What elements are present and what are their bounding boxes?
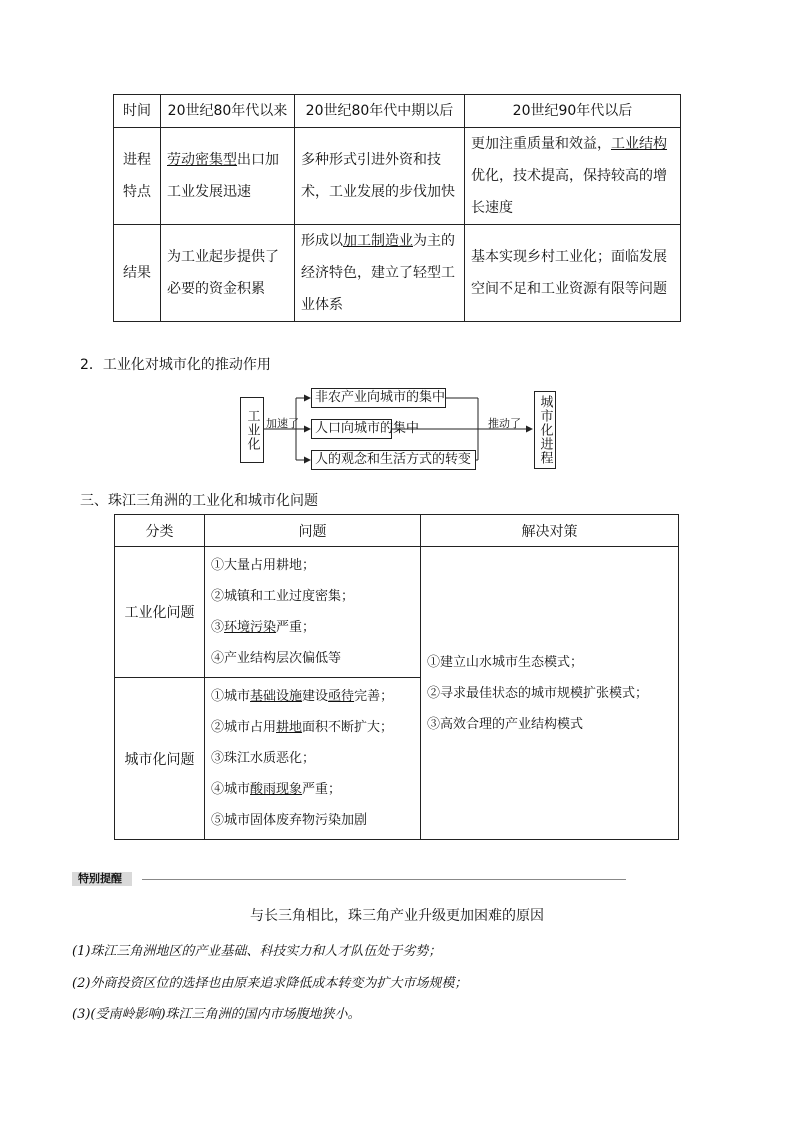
cell-features-1980s: 劳动密集型出口加工业发展迅速 [161,128,295,225]
industrial-problem-list [205,547,421,678]
row-label-results: 结果 [114,225,161,322]
header-problems: 问题 [205,515,421,547]
industrialization-box: 工业化 [240,397,264,463]
list-item: ①建立山水城市生态模式； [427,654,584,670]
tip-tag: 特别提醒 [72,872,132,886]
flow-diagram [238,385,558,470]
header-solutions: 解决对策 [421,515,679,547]
underlined-term: 工业结构 [611,136,667,152]
table-header-row [114,95,681,128]
header-1990s: 20世纪90年代以后 [465,95,681,128]
section-heading: 2．工业化对城市化的推动作用 [80,357,271,373]
middle-box-3: 人的观念和生活方式的转变 [311,450,476,470]
list-item: ③高效合理的产业结构模式 [427,716,584,732]
urban-problem-list [205,678,421,840]
list-item: ①城市基础设施建设亟待完善； [211,689,394,704]
underlined-term: 劳动密集型 [167,152,237,168]
underlined-term: 加工制造业 [343,233,413,249]
category-industrial: 工业化问题 [115,547,205,678]
list-item: ②寻求最佳状态的城市规模扩张模式； [427,685,649,701]
table-row [114,128,681,225]
cell-features-mid-1980s: 多种形式引进外资和技术，工业发展的步伐加快 [295,128,465,225]
list-item: ⑤城市固体废弃物污染加剧 [211,813,368,828]
list-item: ②城市占用耕地面积不断扩大； [211,720,394,735]
header-category: 分类 [115,515,205,547]
cell-features-1990s: 更加注重质量和效益，工业结构优化，技术提高，保持较高的增长速度 [465,128,681,225]
list-item: ③珠江水质恶化； [211,751,316,766]
middle-box-1: 非农产业向城市的集中 [311,388,446,408]
list-item: ②城镇和工业过度密集； [211,589,355,604]
header-time: 时间 [114,95,161,128]
table-row [115,547,679,678]
accelerated-label: 加速了 [266,417,299,430]
list-item: ①大量占用耕地； [211,558,316,573]
category-urban: 城市化问题 [115,678,205,840]
list-item: ④产业结构层次偏低等 [211,651,342,666]
tip-title: 与长三角相比，珠三角产业升级更加困难的原因 [250,908,544,924]
list-item: ③环境污染严重； [211,620,316,635]
cell-results-1980s: 为工业起步提供了必要的资金积累 [161,225,295,322]
header-mid-1980s: 20世纪80年代中期以后 [295,95,465,128]
header-1980s: 20世纪80年代以来 [161,95,295,128]
list-item: ④城市酸雨现象严重； [211,782,342,797]
promoted-label: 推动了 [488,417,521,430]
row-label-features [114,128,161,225]
solutions-cell [421,547,679,840]
cell-results-1990s: 基本实现乡村工业化；面临发展空间不足和工业资源有限等问题 [465,225,681,322]
tip-divider [142,879,626,880]
section-heading: 三、珠江三角洲的工业化和城市化问题 [80,493,318,509]
industrialization-process-table [113,94,681,322]
tip-bar [72,872,626,886]
pearl-river-delta-problems-table [114,514,679,840]
cell-results-mid-1980s: 形成以加工制造业为主的经济特色，建立了轻型工业体系 [295,225,465,322]
tip-item: (1)珠江三角洲地区的产业基础、科技实力和人才队伍处于劣势； [72,944,442,959]
urbanization-box: 城市化进程 [534,391,556,469]
tip-item: (2)外商投资区位的选择也由原来追求降低成本转变为扩大市场规模； [72,976,468,991]
table-row [114,225,681,322]
row-label: 进程特点 [123,152,151,200]
table-header-row [115,515,679,547]
tip-item: (3)(受南岭影响)珠江三角洲的国内市场腹地狭小。 [72,1007,361,1022]
middle-box-2: 人口向城市的集中 [311,419,392,439]
